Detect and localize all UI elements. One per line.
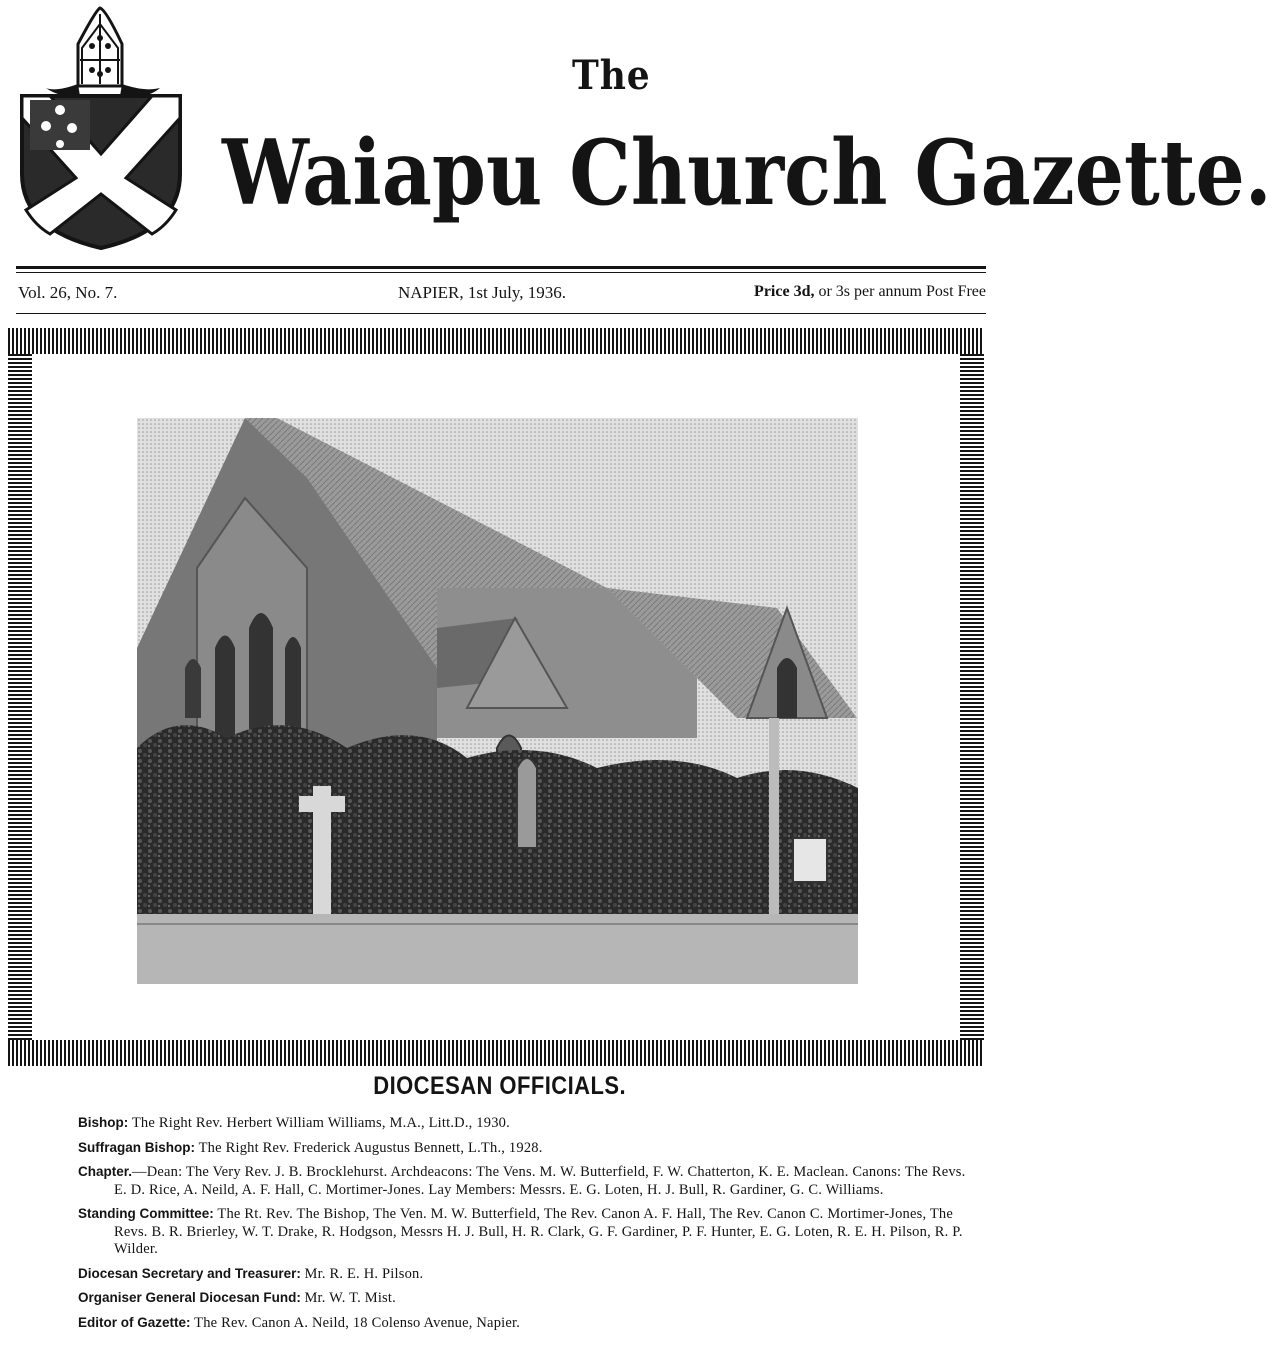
price bbox=[754, 283, 986, 301]
masthead-rule-thin bbox=[16, 272, 986, 273]
masthead-the: The bbox=[572, 52, 651, 99]
official-standing-committee: Standing Committee: The Rt. Rev. The Bishop, The Ven. M. W. Butterfield, The Rev. Canon A. F. Hall, The Rev. Canon C. Mortimer-Jones, The Revs. B. R. Brierley, W. T. Drake, R. Hodgson, Messrs H. J. Bull, H. R. Clark, G. F. Gardiner, P. F. Hunter, E. G. Loten, R. E. H. Pilson, R. P. Wilder. bbox=[78, 1206, 963, 1257]
official-bishop: Bishop: The Right Rev. Herbert William Williams, M.A., Litt.D., 1930. bbox=[78, 1115, 510, 1131]
frame-side-left bbox=[8, 354, 32, 1040]
masthead-rule bbox=[16, 266, 986, 269]
church-photograph-icon bbox=[137, 418, 858, 984]
official-organiser: Organiser General Diocesan Fund: Mr. W. T. Mist. bbox=[78, 1290, 396, 1306]
official-editor: Editor of Gazette: The Rev. Canon A. Neild, 18 Colenso Avenue, Napier. bbox=[78, 1314, 521, 1331]
diocesan-crest-icon bbox=[16, 4, 196, 254]
volume-number: Vol. 26, No. 7. bbox=[18, 283, 118, 302]
price-terms: or 3s per annum Post Free bbox=[818, 283, 986, 300]
official-suffragan-bishop: Suffragan Bishop: The Right Rev. Frederick Augustus Bennett, L.Th., 1928. bbox=[78, 1139, 543, 1156]
official-secretary-treasurer: Diocesan Secretary and Treasurer: Mr. R. E. H. Pilson. bbox=[78, 1265, 424, 1282]
issue-line bbox=[16, 283, 986, 307]
frame-side-right bbox=[960, 354, 984, 1040]
official-chapter: Chapter.—Dean: The Very Rev. J. B. Brocklehurst. Archdeacons: The Vens. M. W. Butterfield, F. W. Chatterton, K. E. Maclean. Canons: The Revs. E. D. Rice, A. Neild, A. F. Hall, C. Mortimer-Jones. Lay Members: Messrs. E. G. Loten, H. J. Bull, R. Gardiner, G. C. Williams. bbox=[78, 1164, 966, 1198]
price-label: Price 3d, bbox=[754, 283, 815, 300]
officials-heading: DIOCESAN OFFICIALS. bbox=[373, 1072, 626, 1100]
masthead-title: Waiapu Church Gazette. bbox=[222, 120, 1272, 226]
issue-rule bbox=[16, 313, 986, 314]
dateline: NAPIER, 1st July, 1936. bbox=[398, 283, 566, 302]
officials-list bbox=[78, 1114, 978, 1338]
